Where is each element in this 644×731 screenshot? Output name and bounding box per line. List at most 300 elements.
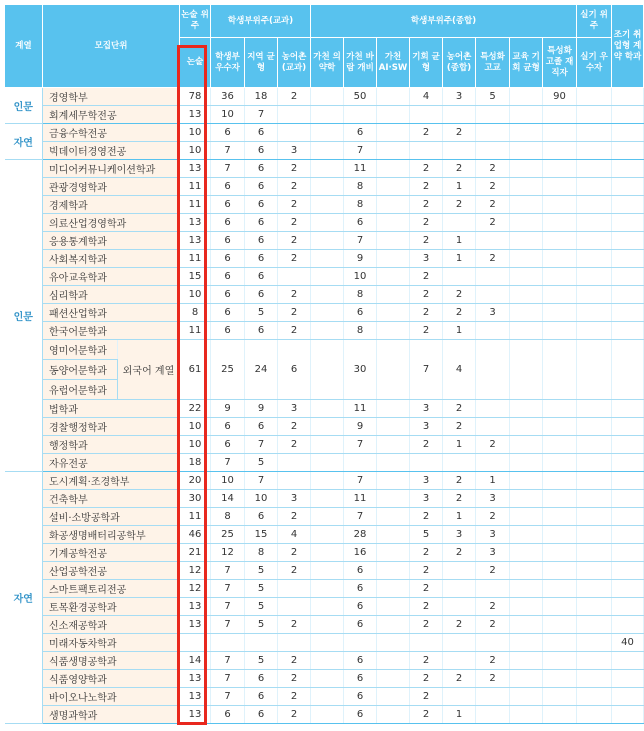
table-row — [5, 670, 644, 688]
quota-cell — [476, 106, 510, 124]
quota-cell — [377, 436, 410, 454]
quota-cell — [377, 268, 410, 286]
quota-cell — [543, 472, 577, 490]
quota-cell — [476, 580, 510, 598]
table-row — [5, 688, 644, 706]
table-row — [5, 142, 644, 160]
quota-cell — [612, 142, 644, 160]
quota-cell: 6 — [344, 652, 377, 670]
quota-cell: 3 — [410, 250, 443, 268]
admission-quota-table — [4, 4, 644, 724]
quota-cell — [612, 562, 644, 580]
quota-cell — [612, 526, 644, 544]
quota-cell — [543, 322, 577, 340]
quota-cell — [510, 634, 543, 652]
quota-cell: 6 — [245, 178, 278, 196]
quota-cell: 3 — [278, 142, 311, 160]
unit-name: 의료산업경영학과 — [43, 214, 180, 232]
quota-cell: 6 — [245, 286, 278, 304]
quota-cell — [510, 340, 543, 400]
quota-cell — [543, 544, 577, 562]
quota-cell: 7 — [211, 598, 245, 616]
table-row — [5, 286, 644, 304]
quota-cell — [443, 142, 476, 160]
quota-cell — [476, 400, 510, 418]
quota-cell — [443, 652, 476, 670]
unit-name: 유럽어문학과 — [43, 380, 118, 400]
header-practical-group: 실기 위주 — [577, 5, 612, 38]
quota-cell: 13 — [180, 706, 211, 724]
quota-cell — [476, 706, 510, 724]
unit-name: 미래자동차학과 — [43, 634, 180, 652]
quota-cell: 2 — [278, 286, 311, 304]
unit-name: 경제학과 — [43, 196, 180, 214]
quota-cell: 3 — [443, 88, 476, 106]
category-label: 인문 — [5, 88, 43, 124]
quota-cell: 2 — [410, 508, 443, 526]
quota-cell: 5 — [245, 304, 278, 322]
quota-cell: 20 — [180, 472, 211, 490]
quota-cell — [377, 214, 410, 232]
quota-cell: 2 — [278, 304, 311, 322]
quota-cell: 2 — [278, 544, 311, 562]
quota-cell — [510, 124, 543, 142]
quota-cell: 2 — [443, 670, 476, 688]
quota-cell — [612, 652, 644, 670]
quota-cell — [543, 250, 577, 268]
quota-cell — [443, 598, 476, 616]
quota-cell — [311, 544, 344, 562]
quota-cell: 7 — [245, 472, 278, 490]
quota-cell — [612, 250, 644, 268]
quota-cell: 6 — [245, 142, 278, 160]
quota-cell: 6 — [211, 436, 245, 454]
quota-cell: 2 — [476, 508, 510, 526]
quota-cell: 13 — [180, 670, 211, 688]
quota-cell: 10 — [344, 268, 377, 286]
quota-cell — [577, 562, 612, 580]
quota-cell — [377, 340, 410, 400]
unit-name: 유아교육학과 — [43, 268, 180, 286]
quota-cell: 6 — [211, 322, 245, 340]
quota-cell: 7 — [211, 652, 245, 670]
quota-cell — [510, 454, 543, 472]
quota-cell: 2 — [443, 418, 476, 436]
header-col-rural-subject: 농어촌 (교과) — [278, 38, 311, 88]
quota-cell: 6 — [211, 214, 245, 232]
quota-cell: 2 — [410, 322, 443, 340]
header-col-specialized-employed: 특성화 고졸 재직자 — [543, 38, 577, 88]
quota-cell — [577, 706, 612, 724]
quota-cell — [543, 562, 577, 580]
quota-cell — [543, 490, 577, 508]
quota-cell: 11 — [180, 322, 211, 340]
quota-cell — [377, 526, 410, 544]
table-row — [5, 652, 644, 670]
quota-cell — [377, 304, 410, 322]
quota-cell — [577, 670, 612, 688]
quota-cell — [612, 508, 644, 526]
quota-cell — [577, 304, 612, 322]
quota-cell: 13 — [180, 232, 211, 250]
quota-cell — [311, 286, 344, 304]
quota-cell: 2 — [443, 472, 476, 490]
unit-name: 식품생명공학과 — [43, 652, 180, 670]
quota-cell: 10 — [180, 286, 211, 304]
quota-cell: 11 — [344, 490, 377, 508]
quota-cell: 13 — [180, 214, 211, 232]
quota-cell: 2 — [278, 232, 311, 250]
quota-cell: 46 — [180, 526, 211, 544]
quota-cell: 12 — [180, 580, 211, 598]
quota-cell — [377, 580, 410, 598]
quota-cell — [612, 178, 644, 196]
quota-cell: 22 — [180, 400, 211, 418]
quota-cell — [510, 160, 543, 178]
quota-cell: 5 — [410, 526, 443, 544]
quota-cell: 16 — [344, 544, 377, 562]
quota-cell — [443, 214, 476, 232]
table-row — [5, 616, 644, 634]
quota-cell — [476, 418, 510, 436]
header-early-employment: 조기 취업형 계약 학과 — [612, 5, 644, 88]
quota-cell: 2 — [278, 322, 311, 340]
header-col-edu-opportunity: 교육 기회 균형 — [510, 38, 543, 88]
quota-cell: 10 — [245, 490, 278, 508]
quota-cell: 3 — [410, 418, 443, 436]
quota-cell: 1 — [443, 250, 476, 268]
quota-cell: 50 — [344, 88, 377, 106]
quota-cell: 7 — [410, 340, 443, 400]
quota-cell — [577, 508, 612, 526]
quota-cell: 12 — [180, 562, 211, 580]
unit-name: 영미어문학과 — [43, 340, 118, 360]
quota-cell — [543, 598, 577, 616]
quota-cell — [377, 400, 410, 418]
quota-cell: 2 — [410, 706, 443, 724]
header-col-record-excellent: 학생부 우수자 — [211, 38, 245, 88]
quota-cell: 10 — [180, 142, 211, 160]
quota-cell: 13 — [180, 160, 211, 178]
table-row — [5, 304, 644, 322]
quota-cell — [577, 400, 612, 418]
quota-cell: 2 — [278, 688, 311, 706]
quota-cell: 2 — [476, 436, 510, 454]
quota-cell — [577, 142, 612, 160]
quota-cell — [510, 490, 543, 508]
quota-cell — [476, 454, 510, 472]
quota-cell — [476, 634, 510, 652]
quota-cell: 2 — [410, 544, 443, 562]
quota-cell — [612, 544, 644, 562]
quota-cell — [510, 580, 543, 598]
unit-name: 회계세무학전공 — [43, 106, 180, 124]
unit-name: 생명과학과 — [43, 706, 180, 724]
quota-cell — [577, 616, 612, 634]
quota-cell — [612, 670, 644, 688]
quota-cell — [377, 178, 410, 196]
quota-cell: 2 — [278, 418, 311, 436]
quota-cell: 2 — [476, 196, 510, 214]
quota-cell — [278, 454, 311, 472]
quota-cell: 14 — [180, 652, 211, 670]
header-col-regional-balance: 지역 균형 — [245, 38, 278, 88]
quota-cell — [278, 634, 311, 652]
quota-cell: 7 — [344, 508, 377, 526]
quota-cell — [577, 544, 612, 562]
quota-cell — [311, 88, 344, 106]
quota-cell: 25 — [211, 526, 245, 544]
quota-cell — [577, 688, 612, 706]
quota-cell — [510, 508, 543, 526]
quota-cell — [510, 400, 543, 418]
quota-cell — [577, 196, 612, 214]
quota-cell: 6 — [211, 250, 245, 268]
header-record-comprehensive: 학생부위주(종합) — [311, 5, 577, 38]
quota-cell: 2 — [410, 268, 443, 286]
quota-cell: 10 — [211, 472, 245, 490]
quota-cell — [410, 454, 443, 472]
quota-cell: 8 — [245, 544, 278, 562]
quota-cell: 7 — [245, 436, 278, 454]
quota-cell: 11 — [180, 250, 211, 268]
quota-cell — [510, 562, 543, 580]
quota-cell: 7 — [211, 454, 245, 472]
quota-cell — [543, 418, 577, 436]
quota-cell — [278, 580, 311, 598]
quota-cell: 2 — [443, 544, 476, 562]
quota-cell: 2 — [476, 160, 510, 178]
quota-cell: 2 — [278, 196, 311, 214]
quota-cell — [612, 436, 644, 454]
table-row — [5, 706, 644, 724]
table-row — [5, 250, 644, 268]
quota-cell — [377, 454, 410, 472]
quota-cell: 21 — [180, 544, 211, 562]
quota-cell — [443, 580, 476, 598]
quota-cell — [577, 268, 612, 286]
quota-cell: 2 — [278, 88, 311, 106]
quota-cell — [577, 490, 612, 508]
quota-cell — [543, 526, 577, 544]
table-body — [5, 88, 644, 724]
unit-name: 신소재공학과 — [43, 616, 180, 634]
quota-cell — [510, 268, 543, 286]
quota-cell: 6 — [211, 706, 245, 724]
quota-cell: 2 — [476, 616, 510, 634]
quota-cell — [377, 160, 410, 178]
quota-cell: 2 — [410, 232, 443, 250]
quota-cell: 6 — [245, 688, 278, 706]
quota-cell — [510, 706, 543, 724]
quota-cell: 4 — [278, 526, 311, 544]
quota-cell — [510, 142, 543, 160]
quota-cell — [543, 706, 577, 724]
quota-cell — [311, 652, 344, 670]
quota-cell — [577, 250, 612, 268]
unit-name: 빅데이터경영전공 — [43, 142, 180, 160]
quota-cell: 8 — [344, 196, 377, 214]
quota-cell: 7 — [344, 142, 377, 160]
quota-cell — [543, 304, 577, 322]
quota-cell: 36 — [211, 88, 245, 106]
quota-cell — [577, 580, 612, 598]
unit-name: 바이오나노학과 — [43, 688, 180, 706]
quota-cell — [612, 196, 644, 214]
quota-cell: 6 — [344, 124, 377, 142]
quota-cell: 2 — [410, 286, 443, 304]
quota-cell — [510, 472, 543, 490]
quota-cell — [612, 124, 644, 142]
quota-cell: 15 — [180, 268, 211, 286]
header-category: 계열 — [5, 5, 43, 88]
quota-cell: 6 — [245, 670, 278, 688]
quota-cell — [510, 88, 543, 106]
header-col-gachon-ai-sw: 가천 AI·SW — [377, 38, 410, 88]
quota-cell — [577, 598, 612, 616]
quota-cell: 8 — [180, 304, 211, 322]
header-col-rural-comprehensive: 농어촌 (종합) — [443, 38, 476, 88]
quota-cell — [612, 268, 644, 286]
table-row — [5, 196, 644, 214]
table-row — [5, 490, 644, 508]
unit-name: 스마트팩토리전공 — [43, 580, 180, 598]
quota-cell — [577, 526, 612, 544]
quota-cell: 2 — [278, 214, 311, 232]
unit-name: 심리학과 — [43, 286, 180, 304]
quota-cell: 1 — [443, 232, 476, 250]
quota-cell — [543, 340, 577, 400]
quota-cell — [577, 124, 612, 142]
quota-cell: 6 — [344, 598, 377, 616]
quota-cell — [577, 634, 612, 652]
quota-cell: 5 — [245, 454, 278, 472]
quota-cell — [612, 490, 644, 508]
unit-name: 한국어문학과 — [43, 322, 180, 340]
quota-cell — [311, 526, 344, 544]
table-row — [5, 124, 644, 142]
quota-cell — [311, 142, 344, 160]
quota-cell: 13 — [180, 688, 211, 706]
quota-cell — [543, 142, 577, 160]
quota-cell — [543, 124, 577, 142]
quota-cell: 7 — [211, 670, 245, 688]
unit-name: 법학과 — [43, 400, 180, 418]
unit-name: 경찰행정학과 — [43, 418, 180, 436]
quota-cell: 9 — [211, 400, 245, 418]
quota-cell: 6 — [344, 304, 377, 322]
quota-cell: 1 — [443, 436, 476, 454]
quota-cell — [476, 286, 510, 304]
quota-cell: 2 — [443, 124, 476, 142]
quota-cell: 2 — [476, 250, 510, 268]
quota-cell: 11 — [344, 160, 377, 178]
quota-cell: 2 — [476, 214, 510, 232]
quota-cell: 2 — [443, 160, 476, 178]
quota-cell — [612, 616, 644, 634]
quota-cell: 2 — [278, 706, 311, 724]
quota-cell: 6 — [245, 214, 278, 232]
quota-cell — [344, 106, 377, 124]
table-row — [5, 508, 644, 526]
quota-cell — [311, 562, 344, 580]
quota-cell — [377, 124, 410, 142]
quota-cell — [377, 142, 410, 160]
quota-cell: 2 — [476, 652, 510, 670]
quota-cell: 3 — [476, 304, 510, 322]
quota-cell — [612, 340, 644, 400]
unit-name: 미디어커뮤니케이션학과 — [43, 160, 180, 178]
quota-cell: 2 — [443, 616, 476, 634]
quota-cell: 2 — [410, 580, 443, 598]
quota-cell: 3 — [476, 490, 510, 508]
quota-cell — [543, 634, 577, 652]
quota-cell — [377, 250, 410, 268]
quota-cell — [577, 436, 612, 454]
unit-name: 도시계획·조경학부 — [43, 472, 180, 490]
quota-cell — [543, 178, 577, 196]
quota-cell: 10 — [211, 106, 245, 124]
quota-cell — [377, 544, 410, 562]
quota-cell: 2 — [410, 616, 443, 634]
quota-cell: 6 — [211, 418, 245, 436]
quota-cell: 2 — [278, 652, 311, 670]
quota-cell: 2 — [410, 436, 443, 454]
quota-cell — [278, 106, 311, 124]
quota-cell — [377, 490, 410, 508]
quota-cell — [612, 88, 644, 106]
quota-cell: 2 — [443, 490, 476, 508]
quota-cell: 2 — [410, 670, 443, 688]
category-label: 자연 — [5, 124, 43, 160]
quota-cell: 6 — [344, 670, 377, 688]
unit-name: 응용통계학과 — [43, 232, 180, 250]
table-row — [5, 580, 644, 598]
quota-cell — [577, 214, 612, 232]
quota-cell: 3 — [410, 472, 443, 490]
quota-cell — [543, 196, 577, 214]
quota-cell — [311, 178, 344, 196]
quota-cell — [577, 454, 612, 472]
quota-cell — [377, 670, 410, 688]
unit-name: 사회복지학과 — [43, 250, 180, 268]
quota-cell — [180, 634, 211, 652]
quota-cell — [577, 418, 612, 436]
header-col-opportunity-balance: 기회 균형 — [410, 38, 443, 88]
quota-cell: 40 — [612, 634, 644, 652]
quota-cell: 7 — [211, 580, 245, 598]
quota-cell: 6 — [344, 580, 377, 598]
quota-cell: 6 — [344, 688, 377, 706]
unit-name: 행정학과 — [43, 436, 180, 454]
quota-cell — [612, 106, 644, 124]
table-row — [5, 526, 644, 544]
quota-cell — [311, 340, 344, 400]
quota-cell — [311, 688, 344, 706]
quota-cell: 7 — [344, 232, 377, 250]
quota-cell — [577, 322, 612, 340]
quota-cell: 2 — [443, 400, 476, 418]
quota-cell: 3 — [410, 400, 443, 418]
quota-cell: 2 — [476, 598, 510, 616]
table-row — [5, 454, 644, 472]
unit-name: 화공생명배터리공학부 — [43, 526, 180, 544]
quota-cell — [311, 322, 344, 340]
category-label: 자연 — [5, 472, 43, 724]
quota-cell: 6 — [245, 418, 278, 436]
unit-name: 동양어문학과 — [43, 360, 118, 380]
quota-cell — [612, 304, 644, 322]
